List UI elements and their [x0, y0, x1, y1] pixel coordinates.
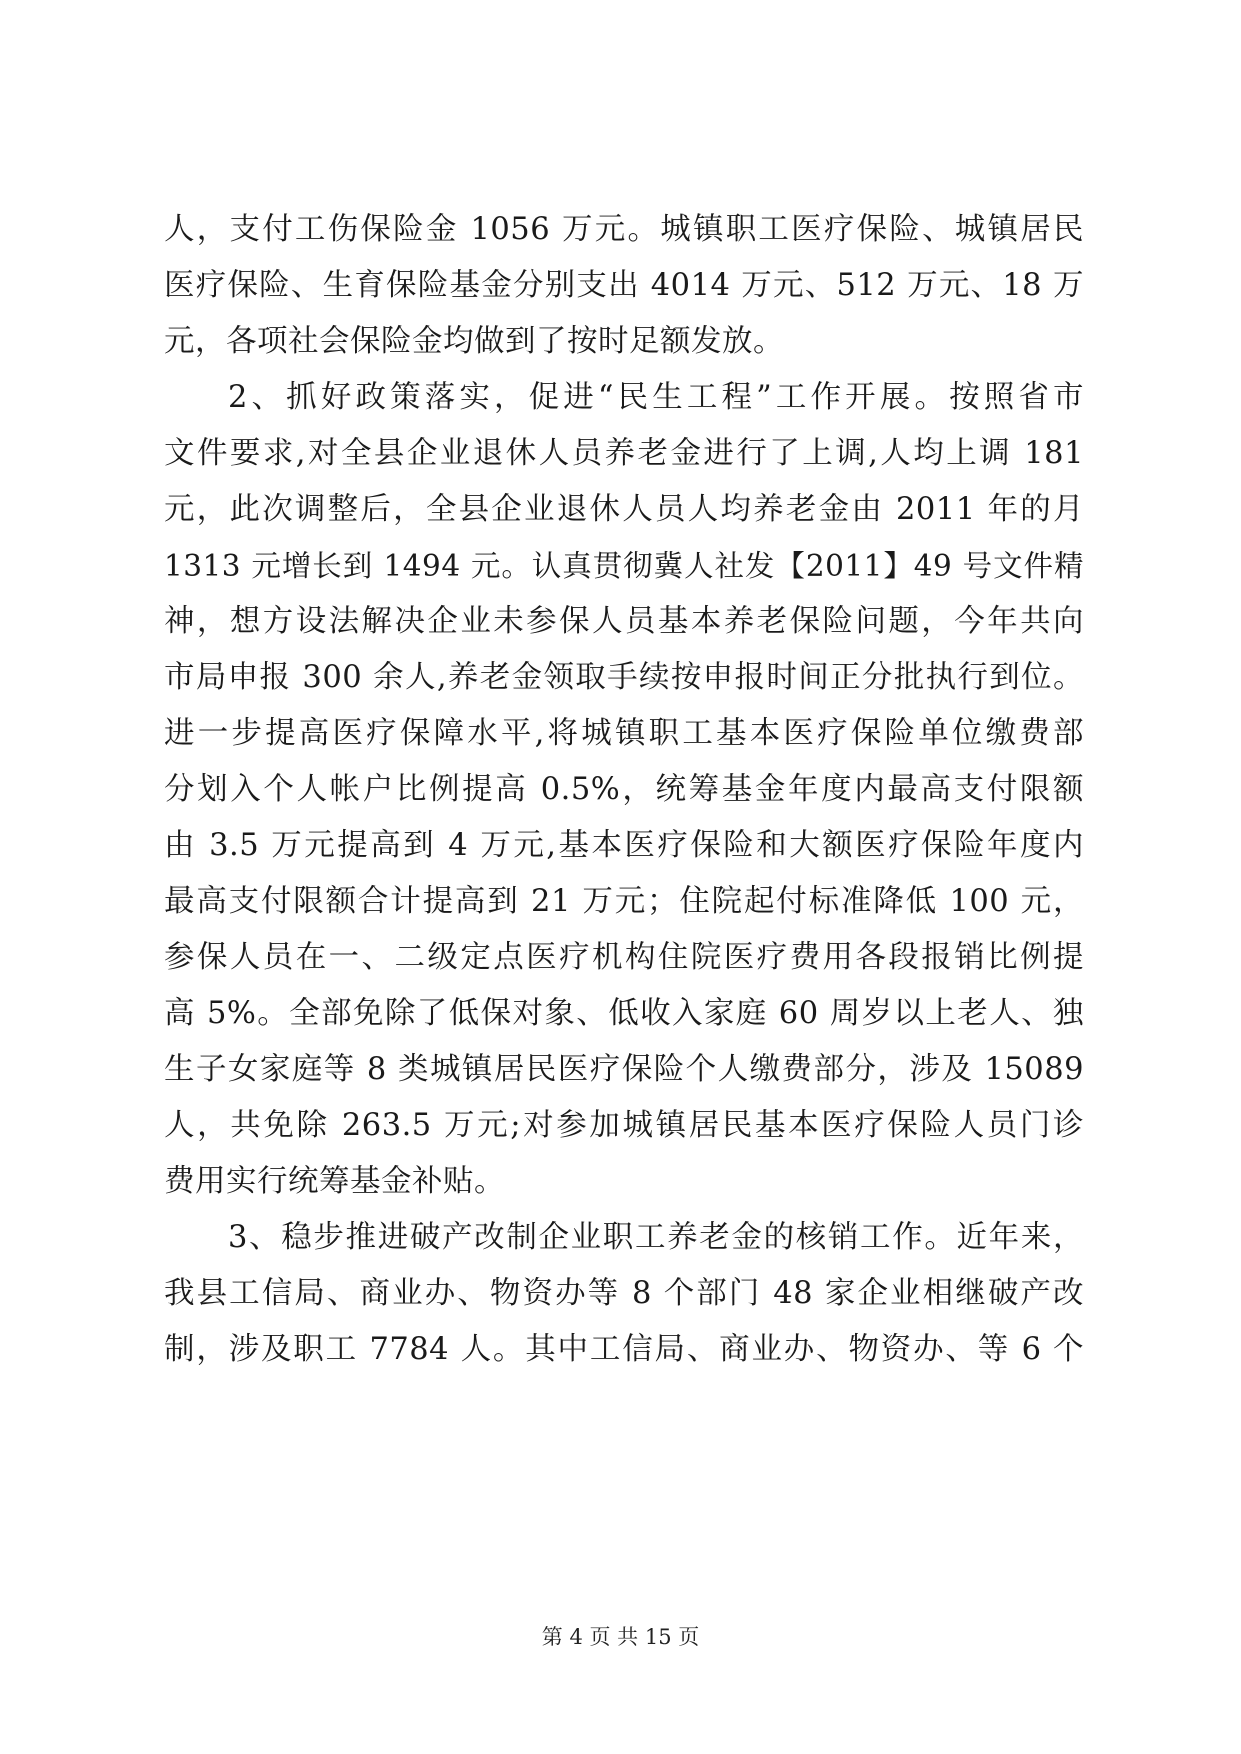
body-line-20: 我县工信局、商业办、物资办等 8 个部门 48 家企业相继破产改 — [164, 1276, 1084, 1311]
body-line-11: 分划入个人帐户比例提高 0.5%，统筹基金年度内最高支付限额 — [164, 772, 1084, 807]
body-line-7: 1313 元增长到 1494 元。认真贯彻冀人社发【2011】49 号文件精 — [164, 549, 1084, 583]
body-line-13: 最高支付限额合计提高到 21 万元；住院起付标准降低 100 元， — [164, 884, 1084, 919]
body-line-14: 参保人员在一、二级定点医疗机构住院医疗费用各段报销比例提 — [164, 940, 1084, 975]
body-line-12: 由 3.5 万元提高到 4 万元,基本医疗保险和大额医疗保险年度内 — [164, 828, 1084, 863]
body-line-5: 文件要求,对全县企业退休人员养老金进行了上调,人均上调 181 — [164, 436, 1084, 471]
body-line-17: 人，共免除 263.5 万元;对参加城镇居民基本医疗保险人员门诊 — [164, 1108, 1084, 1143]
page-number-footer: 第 4 页 共 15 页 — [541, 1625, 700, 1649]
body-line-10: 进一步提高医疗保障水平,将城镇职工基本医疗保险单位缴费部 — [164, 716, 1084, 751]
body-line-19: 3、稳步推进破产改制企业职工养老金的核销工作。近年来， — [228, 1220, 1084, 1255]
body-line-6: 元，此次调整后，全县企业退休人员人均养老金由 2011 年的月 — [164, 492, 1084, 527]
body-line-21: 制，涉及职工 7784 人。其中工信局、商业办、物资办、等 6 个 — [164, 1332, 1084, 1367]
body-line-1: 人，支付工伤保险金 1056 万元。城镇职工医疗保险、城镇居民 — [164, 212, 1084, 247]
body-line-4: 2、抓好政策落实，促进“民生工程”工作开展。按照省市 — [228, 380, 1084, 415]
body-line-18: 费用实行统筹基金补贴。 — [164, 1164, 505, 1199]
body-line-3: 元，各项社会保险金均做到了按时足额发放。 — [164, 324, 784, 359]
body-line-8: 神，想方设法解决企业未参保人员基本养老保险问题，今年共向 — [164, 604, 1084, 639]
body-line-16: 生子女家庭等 8 类城镇居民医疗保险个人缴费部分，涉及 15089 — [164, 1052, 1084, 1087]
body-line-15: 高 5%。全部免除了低保对象、低收入家庭 60 周岁以上老人、独 — [164, 996, 1084, 1031]
body-line-2: 医疗保险、生育保险基金分别支出 4014 万元、512 万元、18 万 — [164, 268, 1084, 303]
body-line-9: 市局申报 300 余人,养老金领取手续按申报时间正分批执行到位。 — [164, 660, 1084, 695]
